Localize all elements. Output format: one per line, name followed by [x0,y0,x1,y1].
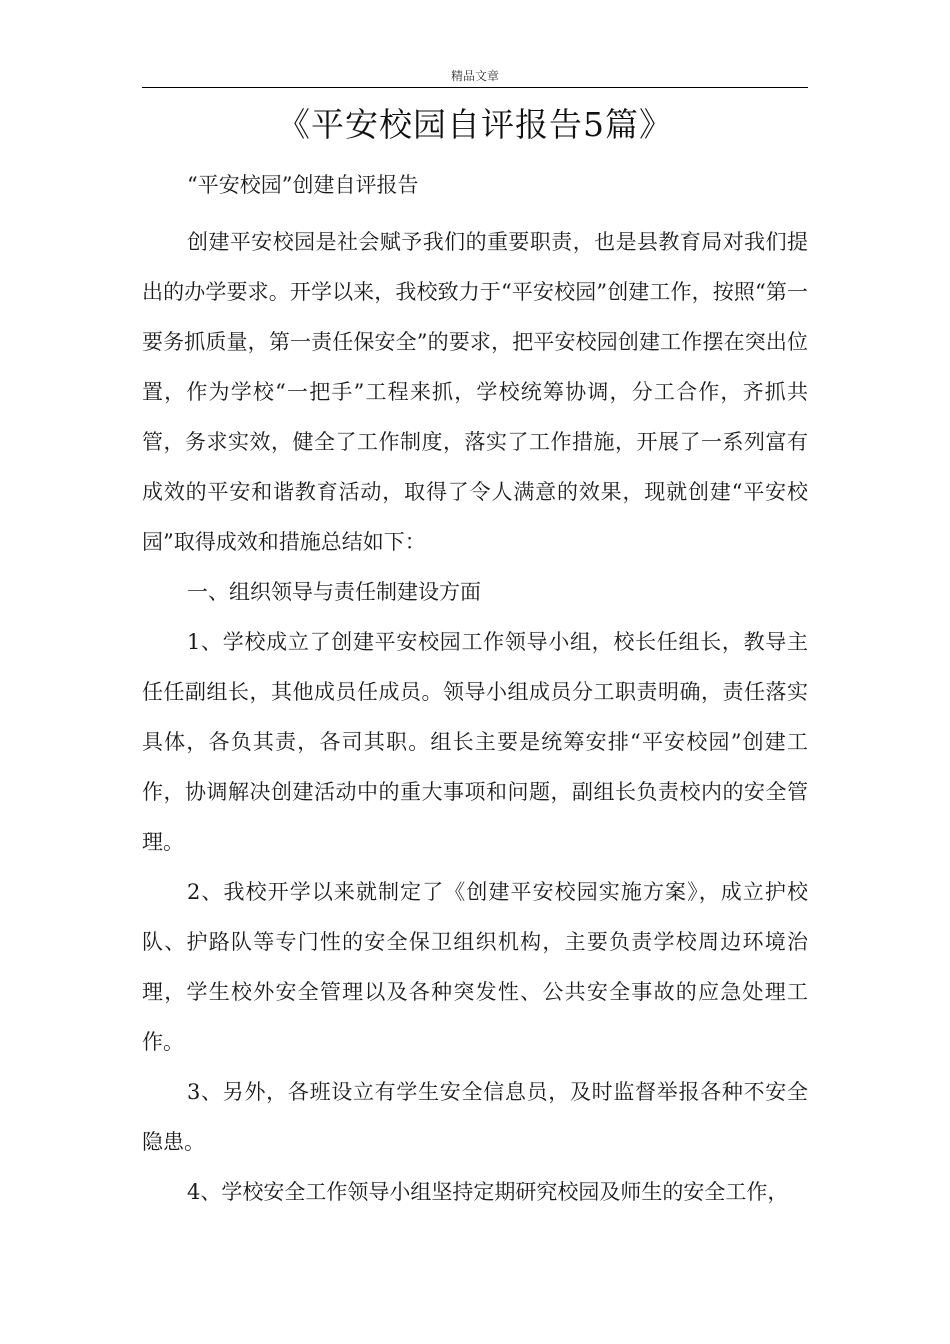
paragraph-item-2: 2、我校开学以来就制定了《创建平安校园实施方案》，成立护校队、护路队等专门性的安全保卫组织机构，主要负责学校周边环境治理，学生校外安全管理以及各种突发性、公共安全事故的应急处理工作。 [142,880,808,1054]
section-heading-organization: 一、组织领导与责任制建设方面 [187,580,481,604]
document-body [142,217,808,1217]
paragraph-item-1: 1、学校成立了创建平安校园工作领导小组，校长任组长，教导主任任副组长，其他成员任成员。领导小组成员分工职责明确，责任落实具体，各负其责，各司其职。组长主要是统筹安排“平安校园”创建工作，协调解决创建活动中的重大事项和问题，副组长负责校内的安全管理。 [142,630,808,854]
paragraph-item-4: 4、学校安全工作领导小组坚持定期研究校园及师生的安全工作， [187,1180,789,1204]
paragraph-intro: 创建平安校园是社会赋予我们的重要职责，也是县教育局对我们提出的办学要求。开学以来，我校致力于“平安校园”创建工作，按照“第一要务抓质量，第一责任保安全”的要求，把平安校园创建工作摆在突出位置，作为学校“一把手”工程来抓，学校统筹协调，分工合作，齐抓共管，务求实效，健全了工作制度，落实了工作措施，开展了一系列富有成效的平安和谐教育活动，取得了令人满意的效果，现就创建“平安校园”取得成效和措施总结如下： [142,230,808,554]
document-subtitle: “平安校园”创建自评报告 [187,173,419,197]
header-rule [142,87,808,88]
paragraph-item-3: 3、另外，各班设立有学生安全信息员，及时监督举报各种不安全隐患。 [142,1080,808,1154]
document-title: 《平安校园自评报告5篇》 [277,105,673,144]
running-header: 精品文章 [450,69,499,83]
